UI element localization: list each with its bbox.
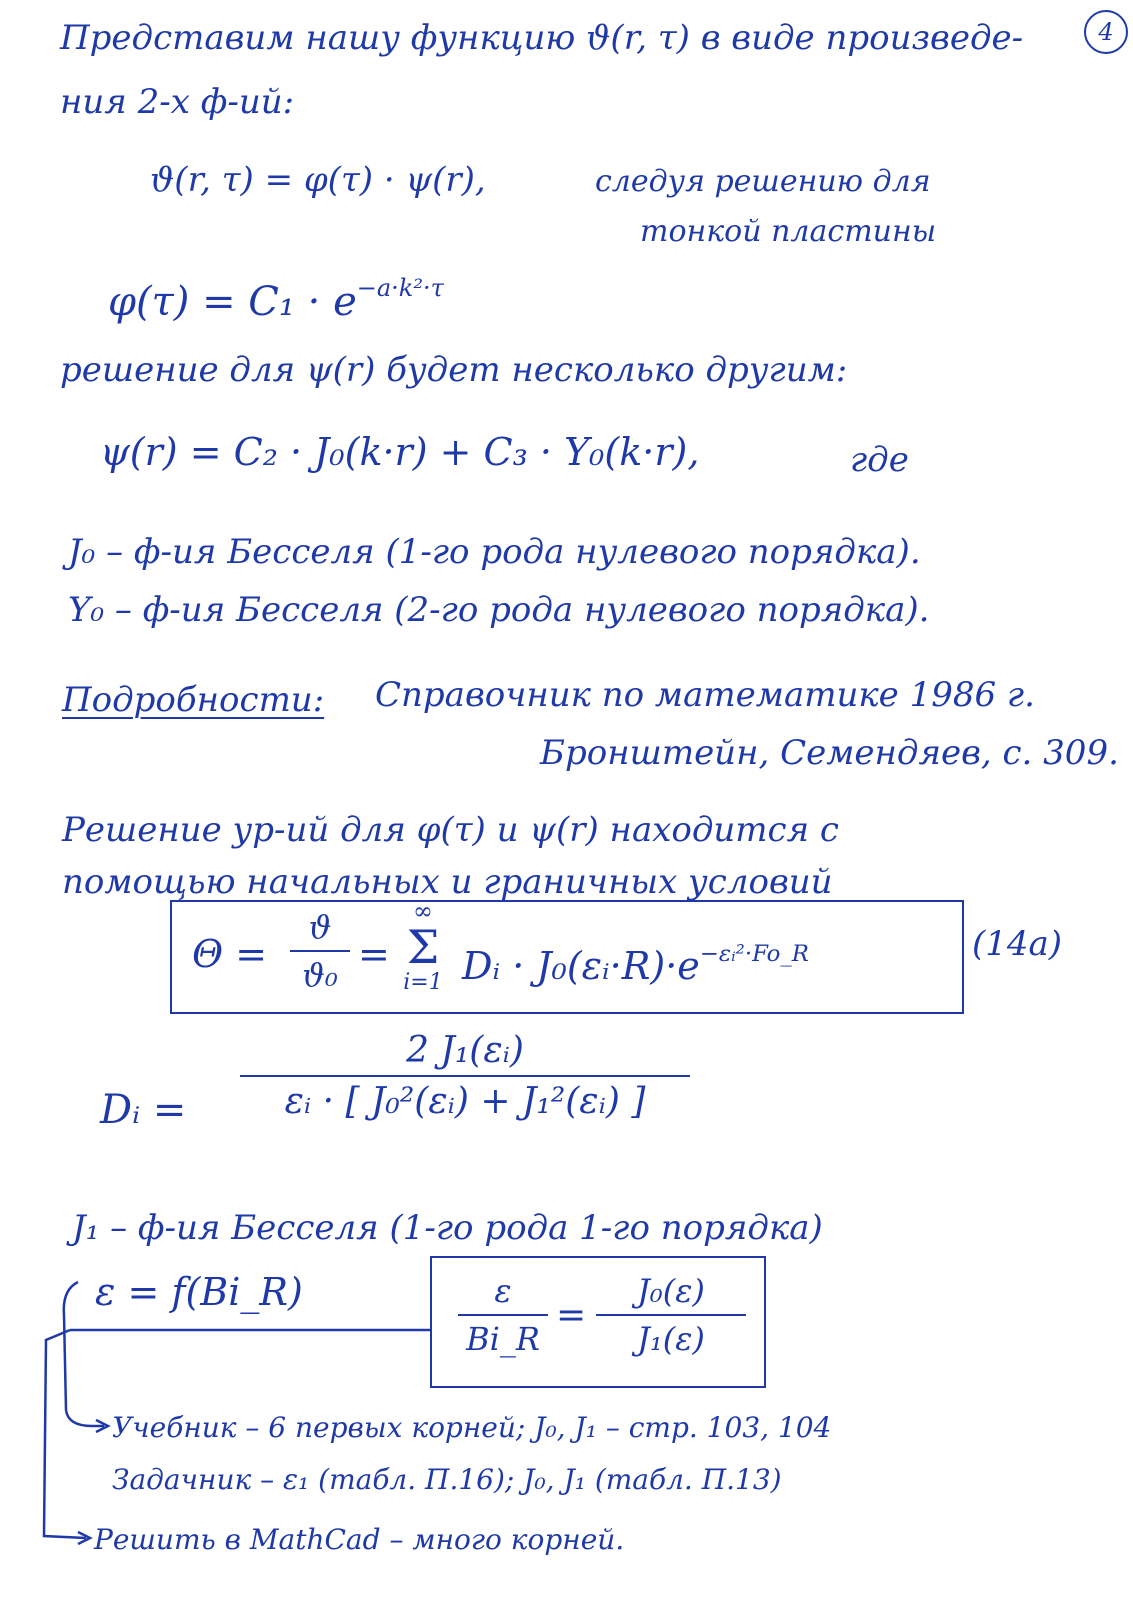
theta-ratio-numerator: ϑ: [308, 908, 332, 946]
psi-intro: решение для ψ(r) будет несколько другим:: [60, 350, 848, 390]
theta-lhs: Θ =: [192, 932, 268, 976]
theta-body-main: Dᵢ · J₀(εᵢ·R)·e: [462, 944, 700, 989]
solution-line-1: Решение ур-ий для φ(τ) и ψ(r) находится с: [62, 810, 839, 850]
details-line-1: Справочник по математике 1986 г.: [375, 675, 1035, 715]
ref-mathcad: Решить в MathCad – много корней.: [94, 1523, 625, 1556]
eps-left-numerator: ε: [494, 1272, 512, 1310]
theta-sum-sign: Σ: [406, 920, 440, 974]
eps-formula: ε = f(Bi_R): [95, 1270, 303, 1314]
eps-left-denominator: Bi_R: [466, 1320, 540, 1358]
psi-formula: ψ(r) = C₂ · J₀(k·r) + C₃ · Y₀(k·r),: [100, 430, 700, 474]
details-line-2: Бронштейн, Семендяев, с. 309.: [540, 733, 1119, 773]
theta-sum-top: ∞: [413, 897, 433, 925]
phi-formula-exponent: −a·k²·τ: [356, 274, 444, 302]
details-label: Подробности:: [62, 680, 325, 720]
eps-equals: =: [556, 1295, 587, 1336]
theta-sum-bottom: i=1: [403, 970, 443, 995]
di-numerator: 2 J₁(εᵢ): [406, 1030, 524, 1071]
eps-right-denominator: J₁(ε): [637, 1320, 705, 1358]
di-denominator: εᵢ · [ J₀²(εᵢ) + J₁²(εᵢ) ]: [284, 1081, 646, 1122]
bessel-j0-line: J₀ – ф-ия Бесселя (1-го рода нулевого порядка).: [68, 532, 921, 572]
theta-ratio-denominator: ϑ₀: [302, 956, 338, 994]
phi-formula-base: φ(τ) = C₁ · e: [108, 279, 357, 326]
ref-textbook: Учебник – 6 первых корней; J₀, J₁ – стр. 103, 104: [112, 1411, 832, 1444]
product-note-line-2: тонкой пластины: [640, 214, 937, 249]
product-note-line-1: следуя решению для: [595, 164, 931, 199]
textbook-arrow-line: [64, 1282, 104, 1426]
page-number: 4: [1084, 10, 1128, 54]
product-formula: ϑ(r, τ) = φ(τ) · ψ(r),: [150, 160, 486, 200]
ref-problembook: Задачник – ε₁ (табл. П.16); J₀, J₁ (табл. П.13): [112, 1463, 782, 1496]
eps-right-numerator: J₀(ε): [637, 1272, 705, 1310]
psi-where: где: [850, 440, 909, 480]
intro-line-2: ния 2-х ф-ий:: [60, 82, 295, 122]
solution-line-2: помощью начальных и граничных условий: [62, 862, 833, 902]
bessel-y0-line: Y₀ – ф-ия Бесселя (2-го рода нулевого порядка).: [68, 590, 930, 630]
theta-equals: =: [358, 932, 390, 976]
bessel-j1-line: J₁ – ф-ия Бесселя (1-го рода 1-го порядка): [72, 1208, 823, 1248]
equation-tag-14a: (14a): [972, 924, 1063, 964]
di-lhs: Dᵢ =: [100, 1087, 187, 1133]
theta-body-exponent: −εᵢ²·Fo_R: [699, 941, 809, 967]
intro-line-1: Представим нашу функцию ϑ(r, τ) в виде произведе-: [60, 18, 1024, 58]
